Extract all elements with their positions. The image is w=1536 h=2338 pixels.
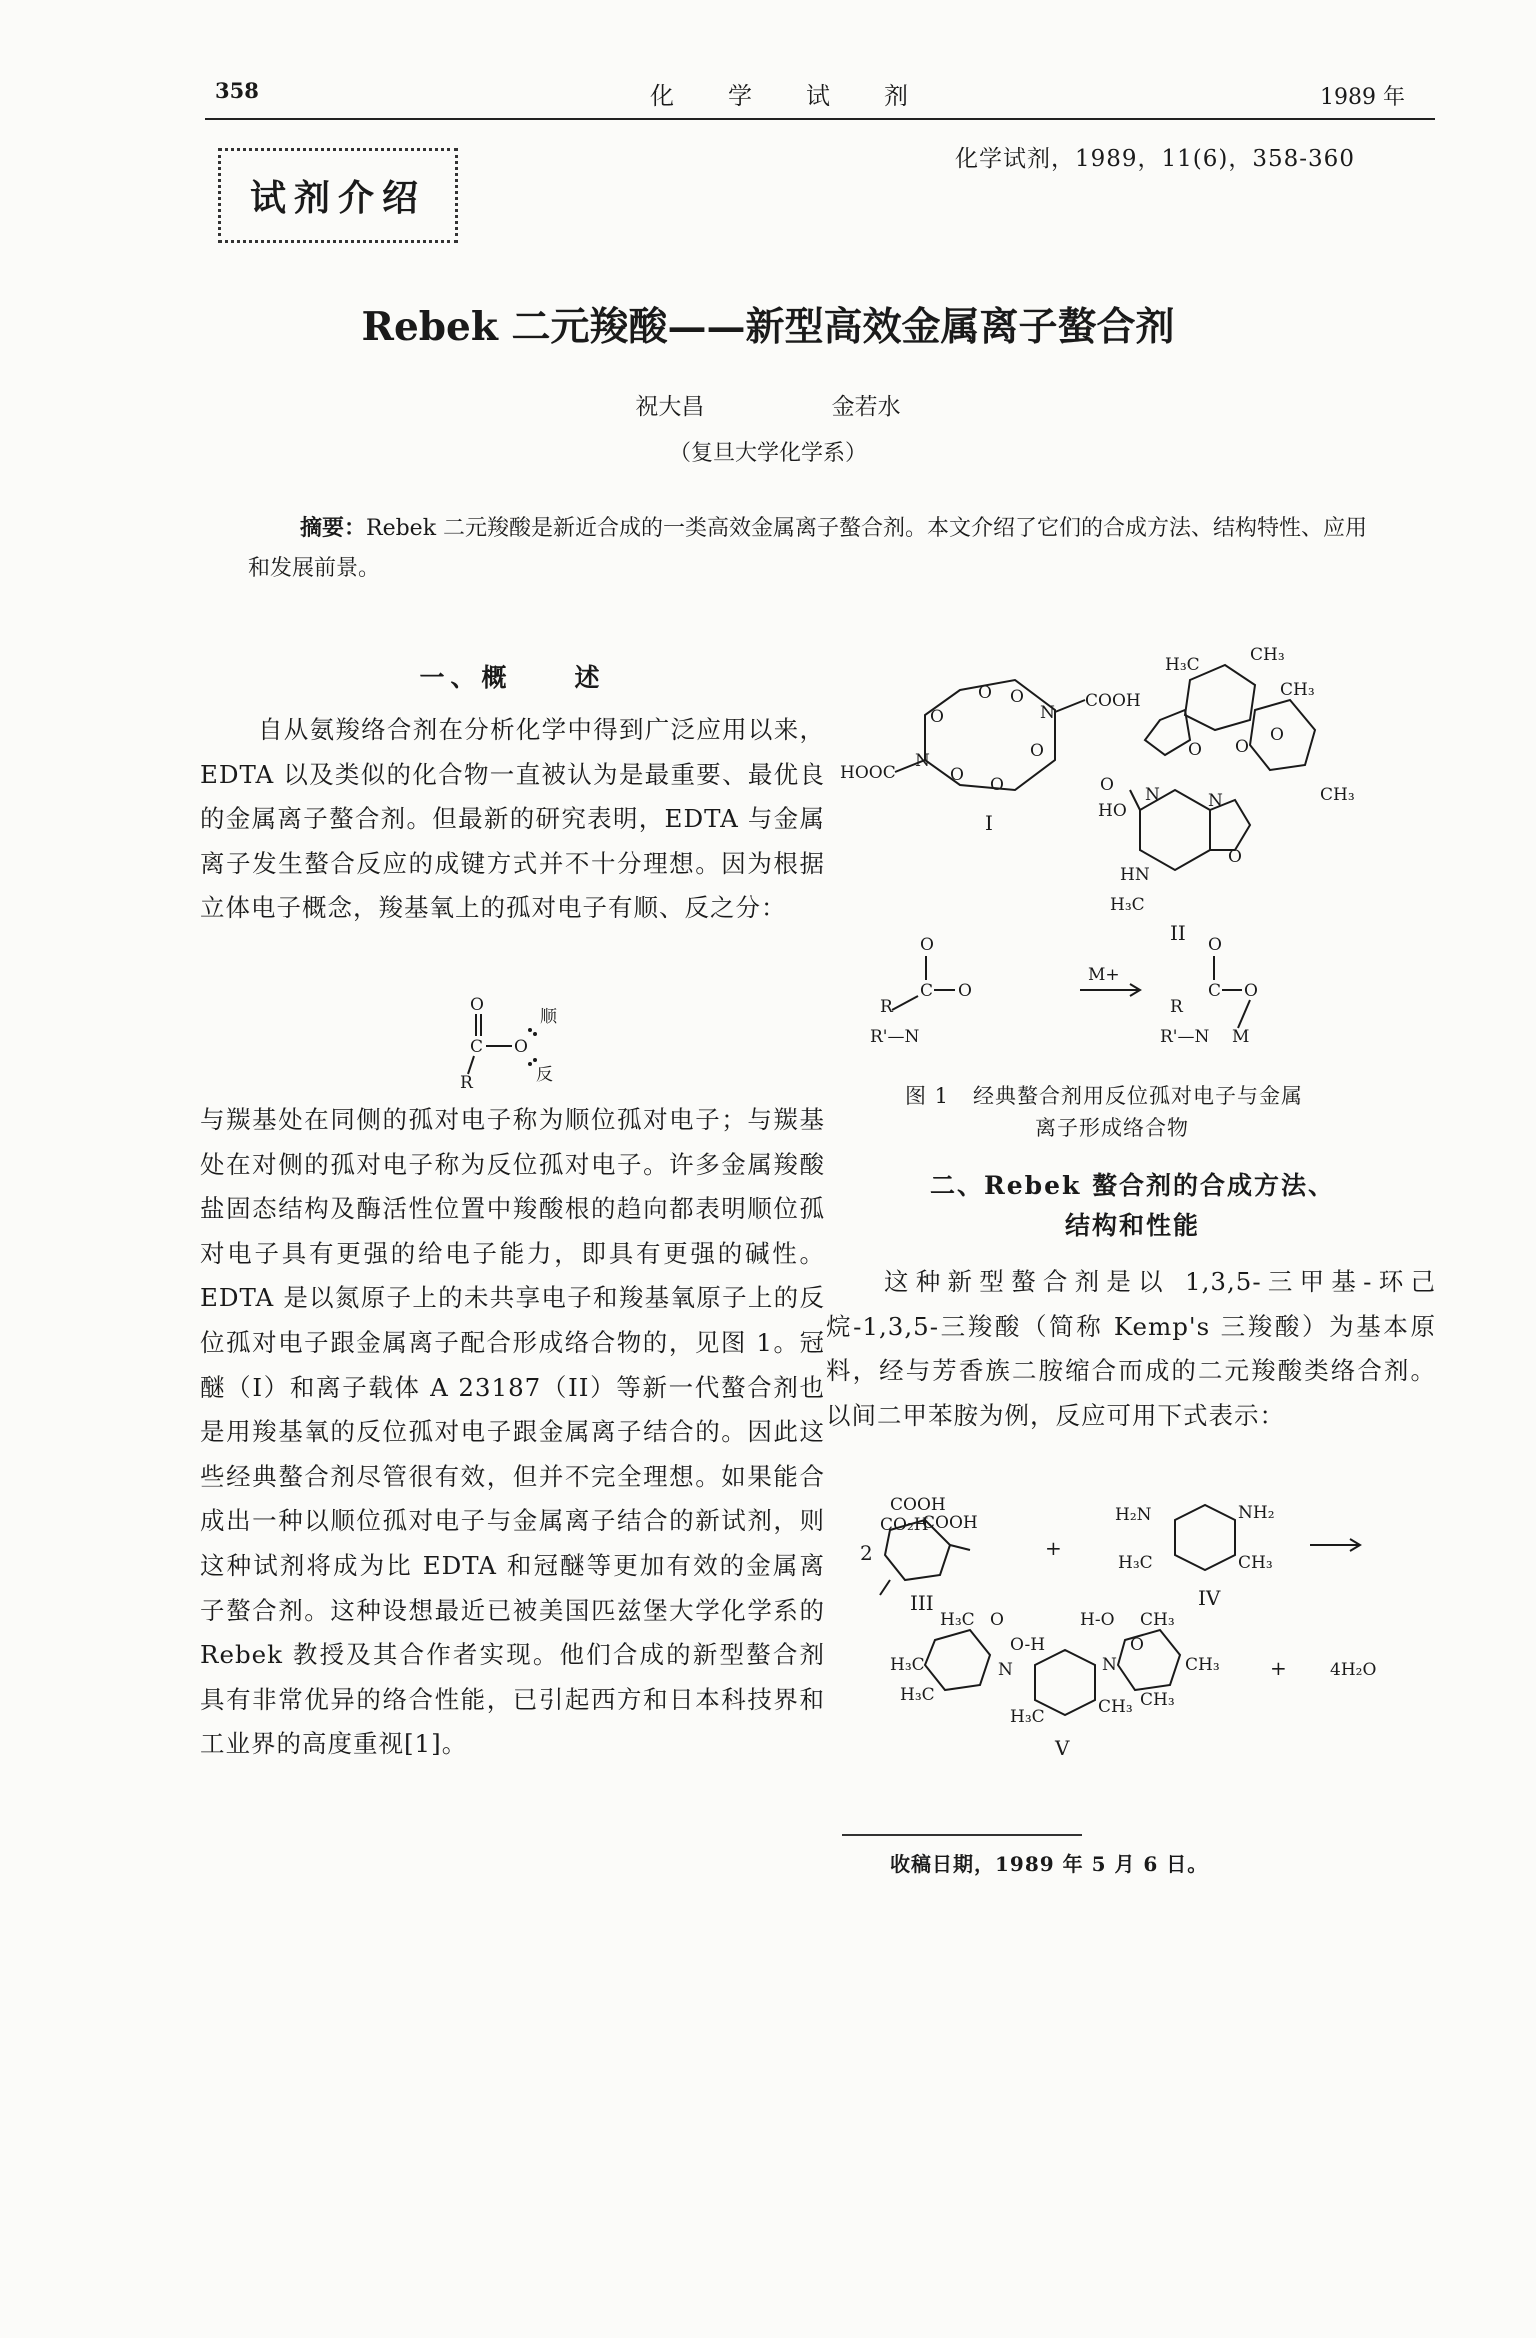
svg-text:N: N	[915, 751, 930, 771]
svg-text:O: O	[920, 935, 934, 955]
svg-text:O: O	[1100, 775, 1114, 795]
svg-text:CH₃: CH₃	[1140, 1610, 1175, 1630]
svg-text:H₃C: H₃C	[1165, 655, 1200, 675]
coefficient: 2	[860, 1541, 873, 1565]
svg-text:R: R	[1170, 997, 1183, 1017]
abstract-text: Rebek 二元羧酸是新近合成的一类高效金属离子螯合剂。本文介绍了它们的合成方法、结构特性、应用和发展前景。	[248, 516, 1368, 581]
svg-text:H₃C: H₃C	[1118, 1553, 1153, 1573]
svg-text:C: C	[470, 1037, 484, 1057]
svg-text:O: O	[990, 1610, 1004, 1630]
svg-text:HN: HN	[1120, 865, 1150, 885]
svg-text:CH₃: CH₃	[1250, 645, 1285, 665]
edta-complexation-scheme	[870, 935, 1258, 1047]
section-2-para-1: 这种新型螯合剂是以 1,3,5-三甲基-环己烷-1,3,5-三羧酸（简称 Kemp's 三羧酸）为基本原料，经与芳香族二胺缩合而成的二元羧酸类络合剂。以间二甲苯胺为例，反应可用下式表示：	[826, 1267, 1436, 1430]
column-label: 试剂介绍	[249, 177, 426, 219]
svg-text:CO₂H: CO₂H	[880, 1515, 929, 1535]
svg-text:O: O	[1030, 741, 1044, 761]
svg-text:CH₃: CH₃	[1320, 785, 1355, 805]
svg-text:COOH: COOH	[922, 1513, 978, 1533]
svg-text:N: N	[1102, 1655, 1117, 1675]
svg-text:O: O	[1130, 1635, 1144, 1655]
section-2-heading-line-1: 二、Rebek 螯合剂的合成方法、	[929, 1171, 1336, 1200]
section-2-heading-line-2: 结构和性能	[1064, 1211, 1200, 1240]
compound-V-label: V	[1055, 1736, 1070, 1760]
svg-text:O: O	[1010, 687, 1024, 707]
svg-text:H₃C: H₃C	[1110, 895, 1145, 915]
svg-text:O: O	[1235, 737, 1249, 757]
compound-III-label: III	[910, 1591, 934, 1615]
abstract	[248, 508, 1376, 589]
svg-text:C: C	[920, 981, 934, 1001]
section-1-para-1: 自从氨羧络合剂在分析化学中得到广泛应用以来，EDTA 以及类似的化合物一直被认为是最重要、最优良的金属离子螯合剂。但最新的研究表明，EDTA 与金属离子发生螯合反应的成键方式并不十分理想。因为根据立体电子概念，羧基氧上的孤对电子有顺、反之分：	[200, 715, 825, 923]
arrow-label: M+	[1088, 965, 1120, 985]
svg-text:HOOC: HOOC	[840, 763, 896, 783]
figure-1-caption	[905, 1080, 1375, 1144]
anti-label: 反	[536, 1065, 553, 1085]
compound-IV-label: IV	[1198, 1586, 1221, 1610]
header-rule	[205, 118, 1435, 120]
svg-text:H₃C: H₃C	[890, 1655, 925, 1675]
svg-text:N: N	[1145, 785, 1160, 805]
svg-text:H₃C: H₃C	[1010, 1707, 1045, 1727]
svg-text:CH₃: CH₃	[1185, 1655, 1220, 1675]
compound-I-structure	[840, 680, 1141, 795]
svg-text:CH₃: CH₃	[1140, 1690, 1175, 1710]
abstract-label: 摘要：	[300, 515, 367, 541]
syn-label: 顺	[540, 1007, 557, 1027]
svg-text:CH₃: CH₃	[1098, 1697, 1133, 1717]
svg-text:N: N	[1040, 703, 1055, 723]
svg-text:HO: HO	[1098, 801, 1127, 821]
svg-text:O: O	[978, 683, 992, 703]
svg-text:N: N	[998, 1660, 1013, 1680]
figure-1-number: 图 1	[905, 1084, 950, 1108]
page-number: 358	[215, 78, 259, 103]
header-year: 1989 年	[1320, 85, 1405, 110]
compound-II-label: II	[1170, 921, 1186, 945]
svg-text:COOH: COOH	[890, 1495, 946, 1515]
article-title: Rebek 二元羧酸——新型高效金属离子螯合剂	[361, 304, 1175, 350]
footnote-rule	[842, 1834, 1082, 1836]
figure-1-structures	[840, 640, 1450, 1050]
svg-text:O: O	[1270, 725, 1284, 745]
section-1-para-2: 与羰基处在同侧的孤对电子称为顺位孤对电子；与羰基处在对侧的孤对电子称为反位孤对电子。许多金属羧酸盐固态结构及酶活性位置中羧酸根的趋向都表明顺位孤对电子具有更强的给电子能力，即具有更强的碱性。EDTA 是以氮原子上的未共享电子和羧基氧原子上的反位孤对电子跟金属离子配合形成络合物的，见图 1。冠醚（I）和离子载体 A 23187（II）等新一代螯合剂也是用羧基氧的反位孤对电子跟金属离子结合的。因此这些经典螯合剂尽管很有效，但并不完全理想。如果能合成出一种以顺位孤对电子与金属离子结合的新试剂，则这种试剂将成为比 EDTA 和冠醚等更加有效的金属离子螯合剂。这种设想最近已被美国匹兹堡大学化学系的 Rebek 教授及其合作者实现。他们合成的新型螯合剂具有非常优异的络合性能，已引起西方和日本科技界和工业界的高度重视[1]。	[200, 1105, 825, 1759]
svg-text:O-H: O-H	[1010, 1635, 1046, 1655]
water-product: 4H₂O	[1330, 1660, 1377, 1680]
figure-1-caption-line-2: 离子形成络合物	[1035, 1116, 1189, 1140]
reaction-scheme	[840, 1490, 1440, 1810]
svg-text:O: O	[958, 981, 972, 1001]
svg-text:O: O	[470, 995, 484, 1015]
svg-text:NH₂: NH₂	[1238, 1503, 1275, 1523]
svg-text:H-O: H-O	[1080, 1610, 1115, 1630]
svg-text:H₃C: H₃C	[900, 1685, 935, 1705]
plus-2: +	[1270, 1656, 1287, 1680]
received-date: 收稿日期，1989 年 5 月 6 日。	[890, 1852, 1209, 1876]
svg-text:CH₃: CH₃	[1238, 1553, 1273, 1573]
compound-IV-structure	[1115, 1503, 1275, 1573]
svg-text:O: O	[950, 765, 964, 785]
svg-text:O: O	[1244, 981, 1258, 1001]
svg-text:O: O	[1228, 847, 1242, 867]
svg-text:O: O	[1188, 740, 1202, 760]
svg-text:N: N	[1208, 791, 1223, 811]
svg-text:O: O	[514, 1037, 528, 1057]
svg-text:O: O	[930, 707, 944, 727]
authors: 祝大昌 金若水	[635, 394, 901, 420]
plus-1: +	[1045, 1536, 1062, 1560]
section-2-heading	[830, 1166, 1435, 1246]
compound-I-label: I	[985, 811, 993, 835]
column-label-box	[218, 148, 458, 243]
svg-text:H₃C: H₃C	[940, 1610, 975, 1630]
svg-text:CH₃: CH₃	[1280, 680, 1315, 700]
compound-V-structure	[890, 1610, 1220, 1727]
section-1-heading: 一、概 述	[419, 663, 606, 692]
svg-text:R'—N: R'—N	[1160, 1027, 1210, 1047]
lone-pair-diagram	[440, 990, 600, 1090]
svg-text:O: O	[1208, 935, 1222, 955]
compound-II-structure	[1098, 645, 1355, 915]
citation-line: 化学试剂，1989，11(6)，358-360	[955, 146, 1355, 172]
svg-text:C: C	[1208, 981, 1222, 1001]
svg-text:R'—N: R'—N	[870, 1027, 920, 1047]
affiliation: （复旦大学化学系）	[668, 441, 867, 466]
svg-text:O: O	[990, 775, 1004, 795]
compound-III-structure	[880, 1495, 978, 1595]
svg-text:COOH: COOH	[1085, 691, 1141, 711]
svg-text:R: R	[460, 1073, 473, 1090]
svg-text:R: R	[880, 997, 893, 1017]
svg-text:H₂N: H₂N	[1115, 1505, 1152, 1525]
figure-1-caption-line-1: 经典螯合剂用反位孤对电子与金属	[973, 1084, 1304, 1108]
running-title: 化 学 试 剂	[650, 82, 910, 110]
svg-text:M: M	[1232, 1027, 1250, 1047]
